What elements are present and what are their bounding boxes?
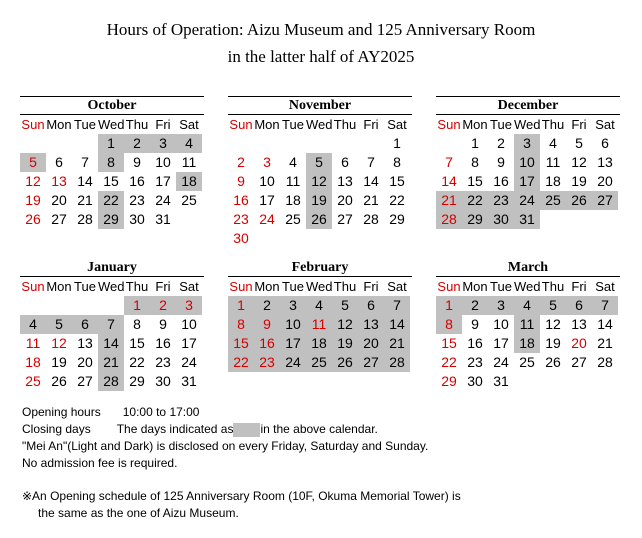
day-cell: 15	[441, 335, 457, 351]
weekday-header: Fri	[363, 279, 379, 294]
day-cell-closed: 2	[462, 296, 488, 315]
day-cell: 31	[181, 373, 197, 389]
day-cell: 26	[545, 354, 561, 370]
weekday-header: Wed	[514, 279, 541, 294]
day-cell: 16	[493, 173, 509, 189]
day-cell: 15	[389, 173, 405, 189]
day-cell: 22	[389, 192, 405, 208]
weekday-header: Thu	[125, 279, 149, 294]
calendar-grid	[436, 115, 620, 229]
empty-cell	[72, 296, 98, 315]
mei-an-note: "Mei An"(Light and Dark) is disclosed on every Friday, Saturday and Sunday.	[22, 439, 429, 453]
weekday-header: Mon	[46, 117, 72, 132]
day-cell: 2	[237, 154, 245, 170]
day-cell-closed: 6	[566, 296, 592, 315]
empty-cell	[306, 134, 332, 153]
day-cell: 7	[367, 154, 375, 170]
closed-swatch	[233, 423, 260, 437]
day-cell: 13	[571, 316, 587, 332]
day-cell: 24	[155, 192, 171, 208]
month-name: January	[20, 259, 204, 277]
day-cell-closed: 17	[514, 172, 540, 191]
day-cell-closed: 21	[98, 353, 124, 372]
day-cell-closed: 2	[150, 296, 176, 315]
day-cell: 6	[601, 135, 609, 151]
day-cell-closed: 3	[488, 296, 514, 315]
day-cell-closed: 7	[384, 296, 410, 315]
day-cell-closed: 12	[306, 172, 332, 191]
calendar-month-march	[436, 259, 620, 391]
day-cell: 13	[337, 173, 353, 189]
day-cell: 17	[155, 173, 171, 189]
day-cell: 9	[133, 154, 141, 170]
day-cell: 23	[129, 192, 145, 208]
weekday-header: Fri	[155, 279, 171, 294]
empty-cell	[72, 134, 98, 153]
day-cell: 12	[571, 154, 587, 170]
day-cell: 26	[51, 373, 67, 389]
day-cell-closed: 1	[124, 296, 150, 315]
day-cell-closed: 2	[124, 134, 150, 153]
day-cell: 17	[181, 335, 197, 351]
empty-cell	[254, 134, 280, 153]
day-cell: 14	[77, 173, 93, 189]
day-cell: 4	[549, 135, 557, 151]
weekday-header: Sat	[179, 279, 199, 294]
day-cell: 20	[571, 335, 587, 351]
weekday-header: Tue	[490, 117, 512, 132]
day-cell-closed: 14	[98, 334, 124, 353]
day-cell-closed: 23	[488, 191, 514, 210]
day-cell-closed: 5	[306, 153, 332, 172]
weekday-header: Mon	[254, 117, 280, 132]
day-cell-closed: 25	[306, 353, 332, 372]
day-cell-closed: 26	[566, 191, 592, 210]
day-cell: 9	[471, 316, 479, 332]
month-name: October	[20, 96, 204, 115]
empty-cell	[98, 296, 124, 315]
day-cell: 31	[155, 211, 171, 227]
day-cell: 7	[445, 154, 453, 170]
empty-cell	[20, 296, 46, 315]
month-name: November	[228, 96, 412, 115]
day-cell: 27	[77, 373, 93, 389]
day-cell: 21	[597, 335, 613, 351]
weekday-header: Mon	[462, 279, 488, 294]
day-cell: 3	[263, 154, 271, 170]
empty-cell	[436, 134, 462, 153]
day-cell-closed: 6	[358, 296, 384, 315]
day-cell: 21	[77, 192, 93, 208]
day-cell-closed: 8	[436, 315, 462, 334]
day-cell-closed: 1	[228, 296, 254, 315]
day-cell: 10	[155, 154, 171, 170]
day-cell: 10	[259, 173, 275, 189]
day-cell: 8	[393, 154, 401, 170]
empty-cell	[20, 134, 46, 153]
day-cell: 29	[441, 373, 457, 389]
calendar-month-december	[436, 96, 620, 229]
calendar-grid	[20, 277, 204, 391]
day-cell-closed: 19	[332, 334, 358, 353]
weekday-header: Thu	[333, 117, 357, 132]
opening-hours	[22, 405, 199, 419]
day-cell: 20	[597, 173, 613, 189]
weekday-header: Thu	[541, 279, 565, 294]
day-cell-closed: 11	[306, 315, 332, 334]
day-cell-closed: 6	[72, 315, 98, 334]
day-cell: 13	[597, 154, 613, 170]
calendar-month-february	[228, 259, 412, 372]
weekday-header: Sun	[229, 279, 253, 294]
day-cell-closed: 12	[332, 315, 358, 334]
day-cell-closed: 3	[280, 296, 306, 315]
day-cell: 11	[545, 154, 561, 170]
day-cell-closed: 24	[514, 191, 540, 210]
day-cell-closed: 22	[462, 191, 488, 210]
day-cell: 13	[77, 335, 93, 351]
day-cell-closed: 19	[306, 191, 332, 210]
day-cell-closed: 4	[306, 296, 332, 315]
day-cell: 19	[571, 173, 587, 189]
weekday-header: Tue	[282, 279, 304, 294]
day-cell: 29	[129, 373, 145, 389]
day-cell-closed: 21	[384, 334, 410, 353]
day-cell: 15	[467, 173, 483, 189]
day-cell: 25	[25, 373, 41, 389]
day-cell: 28	[363, 211, 379, 227]
day-cell-closed: 4	[20, 315, 46, 334]
day-cell: 17	[493, 335, 509, 351]
closing-days-label: Closing days	[22, 422, 91, 436]
day-cell: 11	[25, 335, 41, 351]
day-cell-closed: 5	[46, 315, 72, 334]
day-cell-closed: 27	[592, 191, 618, 210]
day-cell: 31	[493, 373, 509, 389]
day-cell-closed: 1	[98, 134, 124, 153]
day-cell: 15	[129, 335, 145, 351]
empty-cell	[358, 134, 384, 153]
day-cell: 26	[25, 211, 41, 227]
day-cell: 12	[51, 335, 67, 351]
day-cell: 14	[597, 316, 613, 332]
day-cell-closed: 3	[514, 134, 540, 153]
day-cell: 30	[467, 373, 483, 389]
day-cell: 23	[155, 354, 171, 370]
empty-cell	[280, 134, 306, 153]
day-cell: 23	[467, 354, 483, 370]
day-cell: 9	[237, 173, 245, 189]
anniversary-room-note: ※An Opening schedule of 125 Anniversary Room (10F, Okuma Memorial Tower) is	[22, 489, 461, 503]
weekday-header: Fri	[571, 279, 587, 294]
day-cell: 14	[363, 173, 379, 189]
weekday-header: Fri	[363, 117, 379, 132]
day-cell: 27	[337, 211, 353, 227]
day-cell-closed: 28	[98, 372, 124, 391]
weekday-header: Mon	[462, 117, 488, 132]
day-cell-closed: 4	[176, 134, 202, 153]
day-cell: 10	[181, 316, 197, 332]
calendar-grid	[228, 115, 412, 248]
weekday-header: Sat	[387, 117, 407, 132]
day-cell: 22	[441, 354, 457, 370]
day-cell: 14	[441, 173, 457, 189]
day-cell-closed: 21	[436, 191, 462, 210]
page-subtitle: in the latter half of AY2025	[227, 47, 415, 66]
month-name: February	[228, 259, 412, 277]
calendar-grid	[228, 277, 412, 372]
day-cell: 6	[55, 154, 63, 170]
day-cell: 27	[571, 354, 587, 370]
day-cell-closed: 9	[254, 315, 280, 334]
empty-cell	[228, 134, 254, 153]
opening-hours-value: 10:00 to 17:00	[122, 405, 200, 419]
day-cell-closed: 26	[306, 210, 332, 229]
fee-note: No admission fee is required.	[22, 456, 178, 470]
day-cell-closed: 7	[592, 296, 618, 315]
day-cell-closed: 30	[488, 210, 514, 229]
day-cell: 10	[493, 316, 509, 332]
day-cell: 9	[497, 154, 505, 170]
day-cell-closed: 22	[228, 353, 254, 372]
day-cell: 30	[233, 230, 249, 246]
opening-hours-label: Opening hours	[22, 405, 101, 419]
weekday-header: Fri	[155, 117, 171, 132]
weekday-header: Tue	[74, 279, 96, 294]
weekday-header: Wed	[306, 279, 333, 294]
empty-cell	[332, 134, 358, 153]
day-cell-closed: 2	[254, 296, 280, 315]
anniversary-room-note-line2: the same as the one of Aizu Museum.	[38, 506, 239, 520]
day-cell-closed: 29	[98, 210, 124, 229]
day-cell-closed: 3	[150, 134, 176, 153]
closing-days-text-after: in the above calendar.	[260, 422, 378, 436]
empty-cell	[46, 134, 72, 153]
day-cell: 29	[389, 211, 405, 227]
weekday-header: Wed	[98, 117, 125, 132]
day-cell: 30	[155, 373, 171, 389]
weekday-header: Wed	[306, 117, 333, 132]
closing-days	[22, 422, 378, 437]
day-cell: 16	[467, 335, 483, 351]
day-cell: 25	[519, 354, 535, 370]
day-cell: 25	[181, 192, 197, 208]
day-cell: 6	[341, 154, 349, 170]
month-name: December	[436, 96, 620, 115]
page-title: Hours of Operation: Aizu Museum and 125 Anniversary Room	[106, 20, 536, 39]
day-cell: 5	[575, 135, 583, 151]
day-cell-closed: 22	[98, 191, 124, 210]
day-cell: 28	[77, 211, 93, 227]
day-cell-closed: 29	[462, 210, 488, 229]
day-cell-closed: 23	[254, 353, 280, 372]
calendar-grid	[20, 115, 204, 229]
weekday-header: Sat	[595, 279, 615, 294]
day-cell-closed: 4	[514, 296, 540, 315]
day-cell: 19	[545, 335, 561, 351]
day-cell: 12	[25, 173, 41, 189]
day-cell-closed: 20	[358, 334, 384, 353]
weekday-header: Thu	[125, 117, 149, 132]
day-cell: 9	[159, 316, 167, 332]
day-cell-closed: 15	[228, 334, 254, 353]
day-cell: 20	[337, 192, 353, 208]
day-cell: 28	[597, 354, 613, 370]
day-cell: 19	[51, 354, 67, 370]
day-cell: 20	[51, 192, 67, 208]
day-cell-closed: 24	[280, 353, 306, 372]
day-cell: 24	[259, 211, 275, 227]
day-cell: 2	[497, 135, 505, 151]
day-cell-closed: 1	[436, 296, 462, 315]
weekday-header: Sun	[229, 117, 253, 132]
calendar-month-november	[228, 96, 412, 248]
day-cell: 17	[259, 192, 275, 208]
day-cell-closed: 18	[306, 334, 332, 353]
month-name: March	[436, 259, 620, 277]
day-cell: 20	[77, 354, 93, 370]
day-cell: 23	[233, 211, 249, 227]
weekday-header: Sun	[437, 117, 461, 132]
day-cell-closed: 7	[98, 315, 124, 334]
day-cell-closed: 25	[540, 191, 566, 210]
day-cell: 7	[81, 154, 89, 170]
day-cell-closed: 26	[332, 353, 358, 372]
day-cell: 12	[545, 316, 561, 332]
weekday-header: Mon	[46, 279, 72, 294]
weekday-header: Sun	[21, 117, 45, 132]
day-cell-closed: 28	[384, 353, 410, 372]
weekday-header: Sun	[437, 279, 461, 294]
calendar-month-january	[20, 259, 204, 391]
day-cell: 18	[25, 354, 41, 370]
weekday-header: Mon	[254, 279, 280, 294]
day-cell-closed: 11	[514, 315, 540, 334]
weekday-header: Fri	[571, 117, 587, 132]
day-cell-closed: 16	[254, 334, 280, 353]
closing-days-text-before: The days indicated as	[116, 422, 234, 436]
weekday-header: Sat	[387, 279, 407, 294]
day-cell-closed: 5	[332, 296, 358, 315]
day-cell-closed: 31	[514, 210, 540, 229]
weekday-header: Sat	[179, 117, 199, 132]
day-cell: 1	[393, 135, 401, 151]
day-cell: 1	[471, 135, 479, 151]
day-cell: 18	[545, 173, 561, 189]
day-cell: 18	[285, 192, 301, 208]
weekday-header: Sat	[595, 117, 615, 132]
day-cell: 4	[289, 154, 297, 170]
empty-cell	[46, 296, 72, 315]
day-cell: 24	[493, 354, 509, 370]
day-cell: 16	[155, 335, 171, 351]
day-cell-closed: 5	[20, 153, 46, 172]
day-cell-closed: 18	[514, 334, 540, 353]
day-cell: 16	[129, 173, 145, 189]
day-cell: 27	[51, 211, 67, 227]
weekday-header: Tue	[74, 117, 96, 132]
weekday-header: Wed	[98, 279, 125, 294]
weekday-header: Thu	[541, 117, 565, 132]
day-cell: 8	[471, 154, 479, 170]
day-cell: 21	[363, 192, 379, 208]
day-cell-closed: 13	[358, 315, 384, 334]
weekday-header: Sun	[21, 279, 45, 294]
weekday-header: Wed	[514, 117, 541, 132]
day-cell: 15	[103, 173, 119, 189]
calendar-grid	[436, 277, 620, 391]
day-cell: 25	[285, 211, 301, 227]
day-cell: 11	[181, 154, 197, 170]
day-cell-closed: 17	[280, 334, 306, 353]
day-cell-closed: 10	[280, 315, 306, 334]
day-cell: 13	[51, 173, 67, 189]
day-cell-closed: 14	[384, 315, 410, 334]
day-cell: 24	[181, 354, 197, 370]
day-cell-closed: 5	[540, 296, 566, 315]
weekday-header: Tue	[490, 279, 512, 294]
day-cell: 30	[129, 211, 145, 227]
day-cell: 19	[25, 192, 41, 208]
day-cell-closed: 8	[98, 153, 124, 172]
day-cell: 22	[129, 354, 145, 370]
day-cell-closed: 8	[228, 315, 254, 334]
weekday-header: Tue	[282, 117, 304, 132]
day-cell: 8	[133, 316, 141, 332]
day-cell-closed: 28	[436, 210, 462, 229]
day-cell-closed: 27	[358, 353, 384, 372]
day-cell: 16	[233, 192, 249, 208]
weekday-header: Thu	[333, 279, 357, 294]
day-cell-closed: 3	[176, 296, 202, 315]
calendar-month-october	[20, 96, 204, 229]
day-cell: 11	[285, 173, 301, 189]
day-cell-closed: 18	[176, 172, 202, 191]
day-cell-closed: 10	[514, 153, 540, 172]
